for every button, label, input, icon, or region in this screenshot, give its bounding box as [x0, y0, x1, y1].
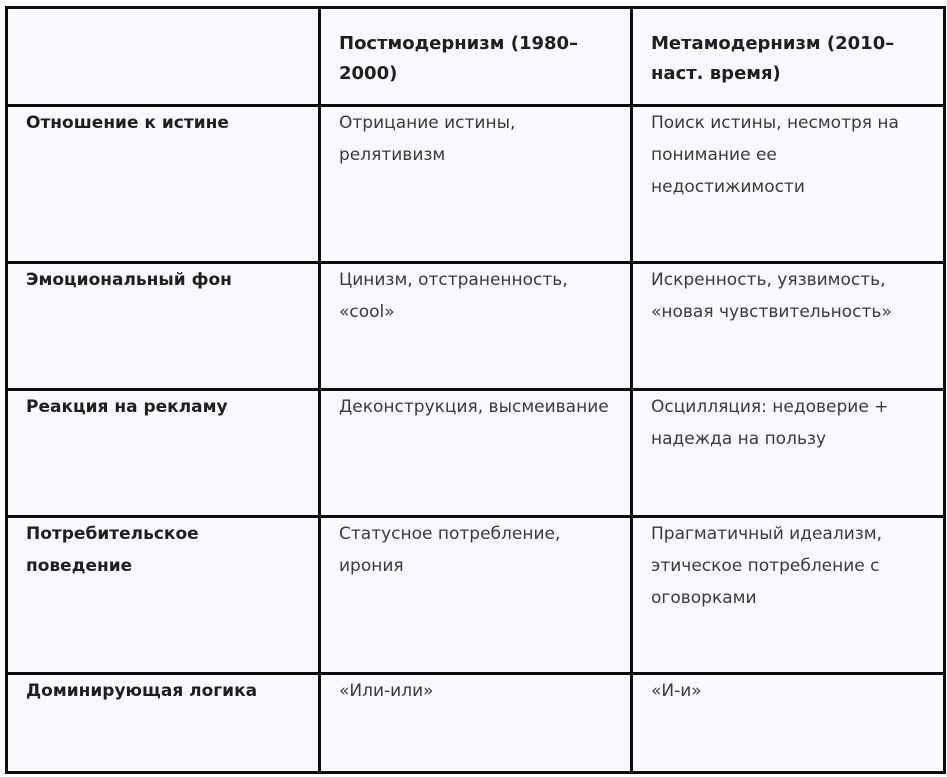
- table-row: [7, 517, 945, 674]
- postmodernism-cell: «Или-или»: [320, 674, 632, 773]
- table-row: [7, 674, 945, 773]
- metamodernism-cell: Искренность, уязвимость, «новая чувствительность»: [632, 263, 945, 390]
- table-row: [7, 106, 945, 263]
- table-row: [7, 263, 945, 390]
- table-header-row: [7, 8, 945, 106]
- row-label: Эмоциональный фон: [7, 263, 320, 390]
- table-row: [7, 390, 945, 517]
- metamodernism-cell: Прагматичный идеализм, этическое потребление с оговорками: [632, 517, 945, 674]
- postmodernism-cell: Отрицание истины, релятивизм: [320, 106, 632, 263]
- metamodernism-cell: Поиск истины, несмотря на понимание ее недостижимости: [632, 106, 945, 263]
- postmodernism-cell: Цинизм, отстраненность, «cool»: [320, 263, 632, 390]
- metamodernism-cell: «И-и»: [632, 674, 945, 773]
- header-metamodernism: Метамодернизм (2010–наст. время): [632, 8, 945, 106]
- metamodernism-cell: Осцилляция: недоверие + надежда на пользу: [632, 390, 945, 517]
- header-postmodernism: Постмодернизм (1980–2000): [320, 8, 632, 106]
- header-corner-cell: [7, 8, 320, 106]
- row-label: Реакция на рекламу: [7, 390, 320, 517]
- postmodernism-cell: Деконструкция, высмеивание: [320, 390, 632, 517]
- row-label: Доминирующая логика: [7, 674, 320, 773]
- postmodernism-cell: Статусное потребление, ирония: [320, 517, 632, 674]
- row-label: Отношение к истине: [7, 106, 320, 263]
- comparison-table-container: [5, 6, 946, 774]
- comparison-table: [5, 6, 946, 774]
- row-label: Потребительское поведение: [7, 517, 320, 674]
